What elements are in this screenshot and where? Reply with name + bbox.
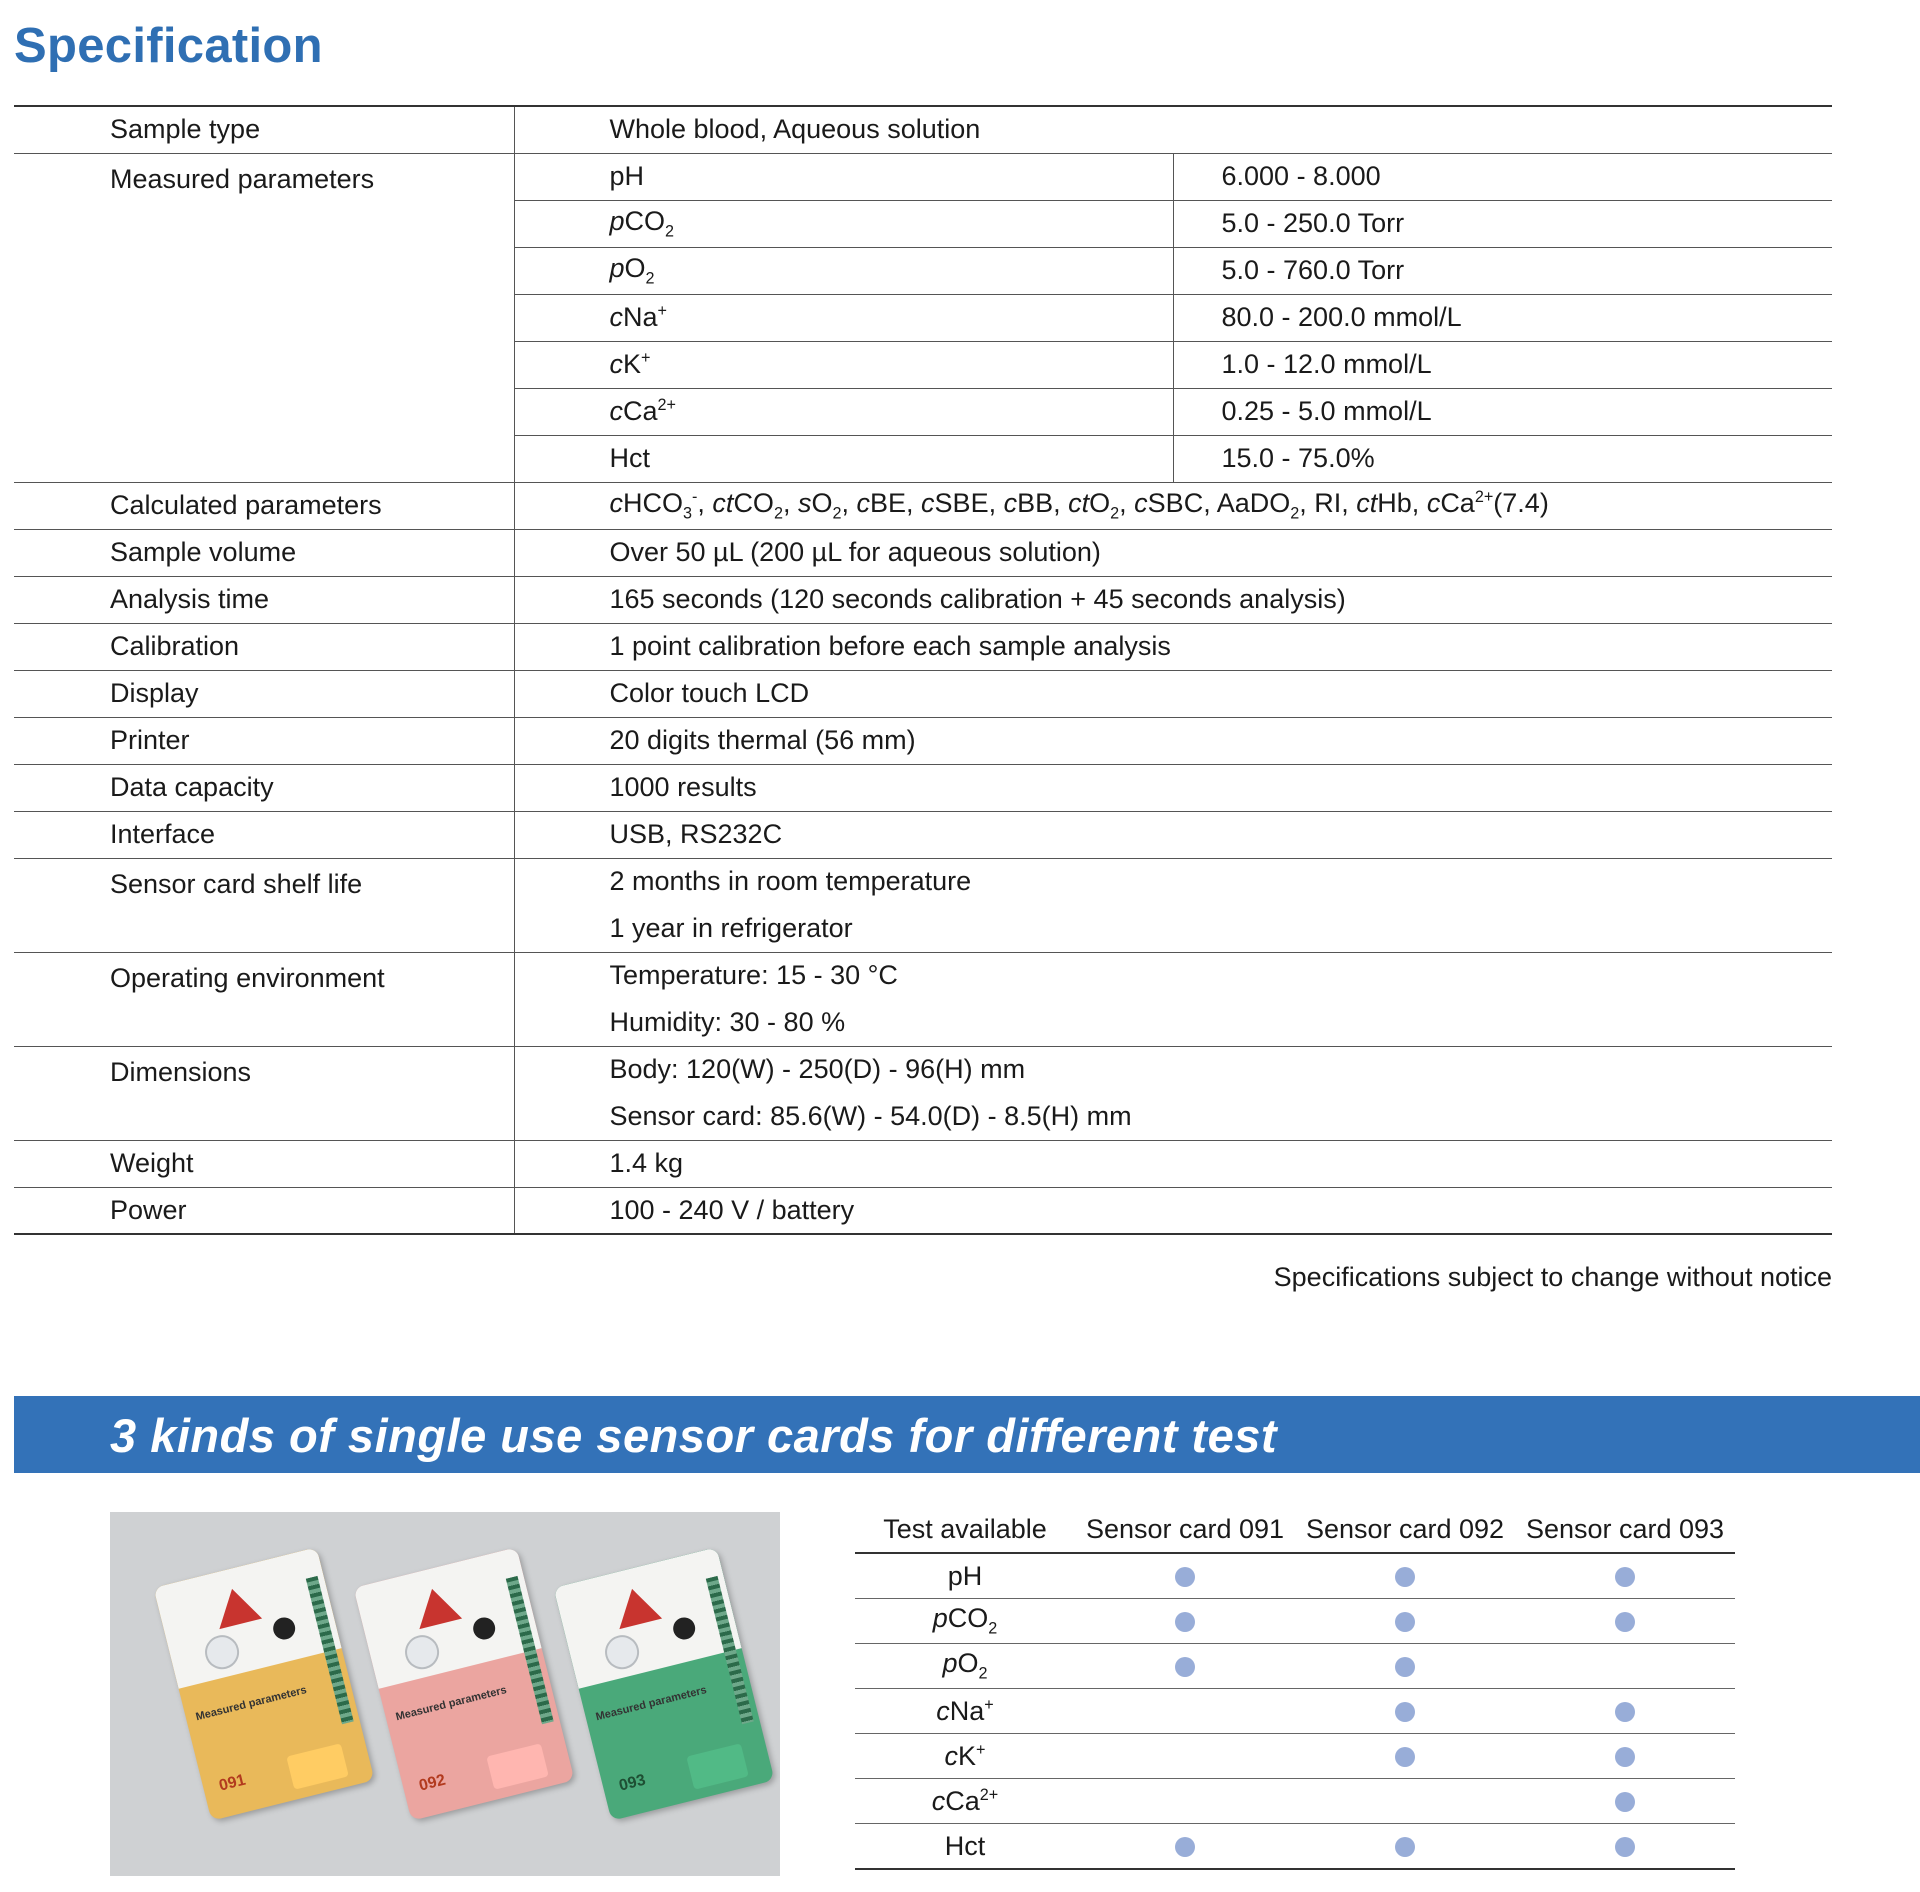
sensor-card-row <box>855 1734 1735 1779</box>
available-dot-icon <box>1395 1837 1415 1857</box>
available-dot-icon <box>1615 1837 1635 1857</box>
spec-label: Calculated parameters <box>14 482 514 529</box>
availability-cell <box>1295 1779 1515 1824</box>
spec-value: 100 - 240 V / battery <box>514 1187 1832 1234</box>
param-range: 5.0 - 760.0 Torr <box>1173 247 1832 294</box>
available-dot-icon <box>1395 1567 1415 1587</box>
spec-label: Weight <box>14 1140 514 1187</box>
spec-value: 1 year in refrigerator <box>609 912 853 943</box>
test-name: cNa+ <box>855 1689 1075 1734</box>
param-range: 0.25 - 5.0 mmol/L <box>1173 388 1832 435</box>
spec-row-dimensions <box>14 1046 1832 1093</box>
availability-cell <box>1295 1734 1515 1779</box>
availability-cell <box>1515 1644 1735 1689</box>
sensor-card-093-image <box>553 1547 774 1821</box>
spec-label: Interface <box>14 811 514 858</box>
param-range: 15.0 - 75.0% <box>1173 435 1832 482</box>
sensor-card-row <box>855 1599 1735 1644</box>
sensor-cards-photo <box>110 1512 780 1876</box>
spec-row-analysis-time <box>14 576 1832 623</box>
spec-row-calibration <box>14 623 1832 670</box>
banner-title: 3 kinds of single use sensor cards for different test <box>110 1409 1278 1462</box>
spec-value: Color touch LCD <box>514 670 1832 717</box>
available-dot-icon <box>1615 1567 1635 1587</box>
availability-cell <box>1295 1689 1515 1734</box>
spec-label: Sample type <box>14 106 514 153</box>
section-banner <box>14 1396 1920 1473</box>
available-dot-icon <box>1615 1792 1635 1812</box>
spec-label: Analysis time <box>14 576 514 623</box>
availability-cell <box>1515 1734 1735 1779</box>
available-dot-icon <box>1175 1567 1195 1587</box>
sensor-card-header <box>855 1507 1735 1553</box>
availability-cell <box>1515 1553 1735 1599</box>
spec-value: 2 months in room temperature <box>514 858 1832 905</box>
specification-table <box>14 105 1832 1235</box>
spec-value: Whole blood, Aqueous solution <box>514 106 1832 153</box>
test-name: pCO$_2$ <box>855 1599 1075 1644</box>
spec-row-measured <box>14 153 1832 200</box>
available-dot-icon <box>1395 1747 1415 1767</box>
spec-value: Temperature: 15 - 30 °C <box>514 952 1832 999</box>
spec-value: USB, RS232C <box>514 811 1832 858</box>
spec-value: Body: 120(W) - 250(D) - 96(H) mm <box>514 1046 1832 1093</box>
sensor-card-092-image <box>353 1547 574 1821</box>
spec-row-data-capacity <box>14 764 1832 811</box>
availability-cell <box>1515 1824 1735 1870</box>
availability-cell <box>1075 1779 1295 1824</box>
availability-cell <box>1515 1689 1735 1734</box>
column-header: Sensor card 091 <box>1075 1507 1295 1553</box>
spec-label: Measured parameters <box>14 153 514 482</box>
spec-label: Dimensions <box>14 1046 514 1140</box>
param-name: Hct <box>514 435 1173 482</box>
spec-value: Over 50 µL (200 µL for aqueous solution) <box>514 529 1832 576</box>
spec-row-printer <box>14 717 1832 764</box>
card-number: 093 <box>617 1771 648 1795</box>
test-name: Hct <box>855 1824 1075 1870</box>
test-name: cCa$^{2+}$ <box>855 1779 1075 1824</box>
param-name: pH <box>514 153 1173 200</box>
spec-label: Data capacity <box>14 764 514 811</box>
disclaimer-note: Specifications subject to change without notice <box>1273 1262 1832 1292</box>
spec-row-weight <box>14 1140 1832 1187</box>
spec-label: Sensor card shelf life <box>14 858 514 952</box>
spec-value: 1000 results <box>514 764 1832 811</box>
card-label: Measured parameters <box>194 1684 308 1724</box>
sensor-card-row <box>855 1644 1735 1689</box>
spec-row-shelf-life <box>14 858 1832 905</box>
column-header: Sensor card 092 <box>1295 1507 1515 1553</box>
spec-label: Calibration <box>14 623 514 670</box>
availability-cell <box>1075 1599 1295 1644</box>
test-name: cK+ <box>855 1734 1075 1779</box>
spec-label: Printer <box>14 717 514 764</box>
card-label: Measured parameters <box>594 1684 708 1724</box>
param-range: 5.0 - 250.0 Torr <box>1173 200 1832 247</box>
spec-value: 1.4 kg <box>514 1140 1832 1187</box>
availability-cell <box>1295 1553 1515 1599</box>
availability-cell <box>1295 1644 1515 1689</box>
spec-row-power <box>14 1187 1832 1234</box>
spec-row-calculated <box>14 482 1832 529</box>
param-range: 6.000 - 8.000 <box>1173 153 1832 200</box>
spec-value: cHCO$_3$-, ctCO$_2$, $sO_2$, cBE, cSBE, cBB, ctO$_2$, cSBC, AaDO$_2$, RI, ctHb, cCa$^{2+}$(7.4) <box>514 482 1832 529</box>
test-name: pH <box>855 1553 1075 1599</box>
param-name: cNa+ <box>514 294 1173 341</box>
sensor-card-table <box>855 1507 1735 1870</box>
availability-cell <box>1515 1599 1735 1644</box>
availability-cell <box>1295 1599 1515 1644</box>
param-name: cCa$^{2+}$ <box>514 388 1173 435</box>
param-range: 80.0 - 200.0 mmol/L <box>1173 294 1832 341</box>
available-dot-icon <box>1175 1837 1195 1857</box>
sensor-card-row <box>855 1553 1735 1599</box>
param-range: 1.0 - 12.0 mmol/L <box>1173 341 1832 388</box>
spec-value: 20 digits thermal (56 mm) <box>514 717 1832 764</box>
available-dot-icon <box>1615 1612 1635 1632</box>
availability-cell <box>1075 1644 1295 1689</box>
spec-label: Power <box>14 1187 514 1234</box>
spec-value: Humidity: 30 - 80 % <box>609 1006 846 1037</box>
available-dot-icon <box>1395 1657 1415 1677</box>
sensor-card-row <box>855 1689 1735 1734</box>
spec-row-display <box>14 670 1832 717</box>
page-title: Specification <box>14 19 323 73</box>
card-label: Measured parameters <box>394 1684 508 1724</box>
column-header: Sensor card 093 <box>1515 1507 1735 1553</box>
available-dot-icon <box>1395 1702 1415 1722</box>
test-name: $pO_2$ <box>855 1644 1075 1689</box>
sensor-card-row <box>855 1779 1735 1824</box>
sensor-card-091-image <box>153 1547 374 1821</box>
available-dot-icon <box>1395 1612 1415 1632</box>
spec-label: Display <box>14 670 514 717</box>
card-number: 092 <box>417 1771 448 1795</box>
spec-value: 165 seconds (120 seconds calibration + 45 seconds analysis) <box>514 576 1832 623</box>
available-dot-icon <box>1175 1612 1195 1632</box>
availability-cell <box>1075 1824 1295 1870</box>
spec-row-sample-type <box>14 106 1832 153</box>
param-name: pCO$_2$ <box>514 200 1173 247</box>
available-dot-icon <box>1615 1747 1635 1767</box>
available-dot-icon <box>1175 1657 1195 1677</box>
spec-value: Sensor card: 85.6(W) - 54.0(D) - 8.5(H) mm <box>609 1100 1132 1131</box>
availability-cell <box>1075 1689 1295 1734</box>
param-name: cK+ <box>514 341 1173 388</box>
sensor-card-row <box>855 1824 1735 1870</box>
available-dot-icon <box>1615 1702 1635 1722</box>
spec-row-sample-volume <box>14 529 1832 576</box>
card-number: 091 <box>217 1771 248 1795</box>
availability-cell <box>1515 1779 1735 1824</box>
availability-cell <box>1075 1734 1295 1779</box>
param-name: $pO_2$ <box>514 247 1173 294</box>
spec-label: Sample volume <box>14 529 514 576</box>
spec-value: 1 point calibration before each sample analysis <box>514 623 1832 670</box>
spec-label: Operating environment <box>14 952 514 1046</box>
availability-cell <box>1075 1553 1295 1599</box>
availability-cell <box>1295 1824 1515 1870</box>
spec-row-interface <box>14 811 1832 858</box>
column-header: Test available <box>855 1507 1075 1553</box>
spec-row-environment <box>14 952 1832 999</box>
